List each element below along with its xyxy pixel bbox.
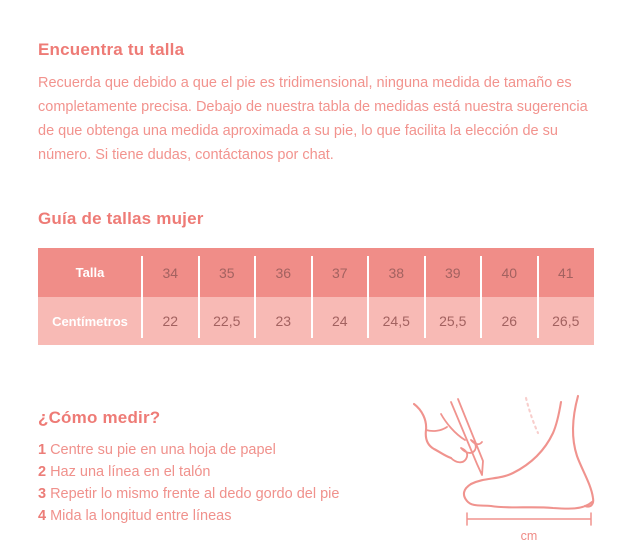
step-number: 3 (38, 486, 47, 502)
hand-fingers (451, 440, 482, 462)
measure-steps (38, 439, 339, 527)
cm-cell: 25,5 (425, 297, 482, 345)
how-to-measure-title: ¿Cómo medir? (38, 408, 161, 427)
size-cell: 37 (312, 248, 369, 297)
cm-label: cm (520, 529, 538, 543)
step-text: Mida la longitud entre líneas (50, 508, 232, 524)
step-number: 2 (38, 464, 47, 480)
measurement-line (467, 513, 591, 525)
hand-thumb (426, 414, 465, 440)
pencil-icon (451, 399, 483, 475)
find-size-title: Encuentra tu talla (38, 40, 185, 59)
foot-measuring-illustration (413, 388, 603, 548)
size-guide-title: Guía de tallas mujer (38, 209, 204, 228)
size-cell: 39 (425, 248, 482, 297)
size-table-row-sizes (38, 248, 594, 297)
size-cell: 38 (368, 248, 425, 297)
size-cell: 36 (255, 248, 312, 297)
cm-cell: 23 (255, 297, 312, 345)
measure-step (38, 483, 339, 505)
cm-cell: 24 (312, 297, 369, 345)
step-number: 4 (38, 508, 47, 524)
foot-top-outline (471, 402, 561, 484)
find-size-description: Recuerda que debido a que el pie es tridimensional, ninguna medida de tamaño es completamente precisa. Debajo de nuestra tabla de medidas está nuestra sugerencia de que obtenga una medida aproximada a su pie, lo que facilita la elección de su número. Si tiene dudas, contáctanos por chat. (38, 75, 588, 163)
size-table-row-centimeters (38, 297, 594, 345)
measure-step (38, 505, 339, 527)
cm-cell: 22,5 (199, 297, 256, 345)
measure-step (38, 439, 339, 461)
cm-cell: 26 (481, 297, 538, 345)
size-row-header: Talla (75, 265, 105, 280)
step-text: Repetir lo mismo frente al dedo gordo del pie (50, 486, 340, 502)
step-text: Centre su pie en una hoja de papel (50, 442, 276, 458)
cm-cell: 26,5 (538, 297, 595, 345)
cm-cell: 22 (142, 297, 199, 345)
size-cell: 35 (199, 248, 256, 297)
step-number: 1 (38, 442, 47, 458)
shin-line (526, 398, 538, 433)
measure-step (38, 461, 339, 483)
centimeters-row-header: Centímetros (52, 313, 128, 329)
size-cell: 40 (481, 248, 538, 297)
size-cell: 34 (142, 248, 199, 297)
size-table (38, 248, 594, 345)
step-text: Haz una línea en el talón (50, 464, 211, 480)
cm-cell: 24,5 (368, 297, 425, 345)
foot-sole-outline (464, 484, 592, 509)
size-cell: 41 (538, 248, 595, 297)
foot-heel-outline (573, 396, 593, 507)
